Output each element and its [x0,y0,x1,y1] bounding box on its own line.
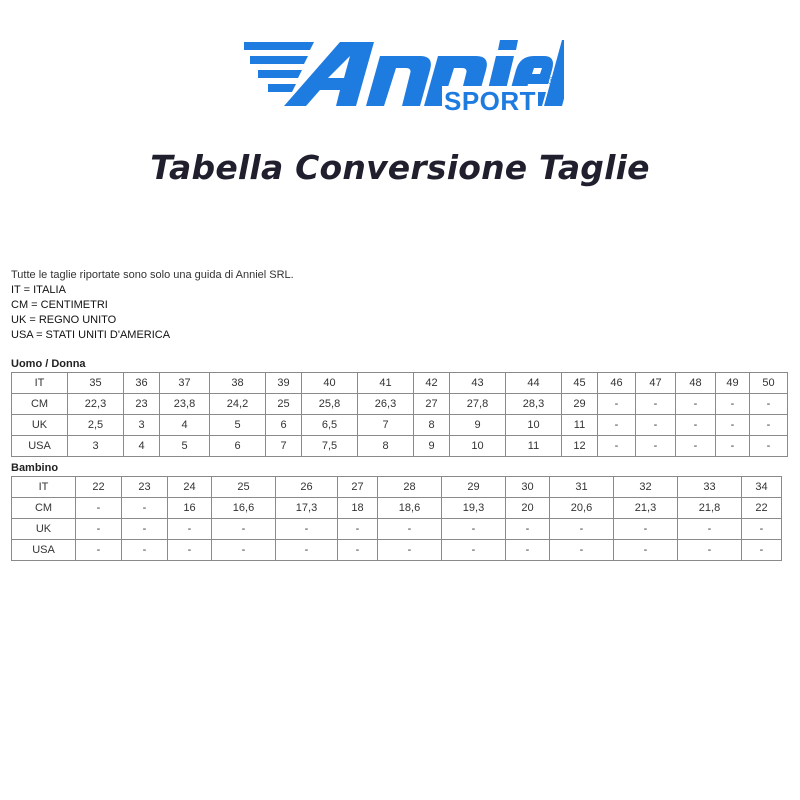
size-cell: 27 [338,477,378,498]
size-cell: 34 [742,477,782,498]
size-cell: 2,5 [68,415,124,436]
size-cell: - [506,540,550,561]
size-cell: 27 [414,394,450,415]
size-cell: 8 [414,415,450,436]
size-cell: - [122,519,168,540]
size-cell: - [598,394,636,415]
size-cell: 12 [562,436,598,457]
size-cell: - [716,415,750,436]
size-cell: 49 [716,373,750,394]
size-cell: 44 [506,373,562,394]
size-cell: 32 [614,477,678,498]
size-cell: 5 [210,415,266,436]
size-cell: 35 [68,373,124,394]
size-cell: 16 [168,498,212,519]
size-cell: 25 [212,477,276,498]
size-cell: - [676,394,716,415]
size-cell: - [212,540,276,561]
row-header-cell: IT [12,477,76,498]
row-header-cell: USA [12,540,76,561]
size-cell: 24 [168,477,212,498]
size-cell: 16,6 [212,498,276,519]
size-cell: - [750,394,788,415]
size-cell: 21,3 [614,498,678,519]
size-cell: - [442,540,506,561]
size-cell: 9 [414,436,450,457]
size-cell: - [636,415,676,436]
size-cell: 23 [124,394,160,415]
size-cell: 48 [676,373,716,394]
size-cell: - [212,519,276,540]
size-cell: - [122,540,168,561]
row-header-cell: CM [12,394,68,415]
size-cell: 26,3 [358,394,414,415]
size-cell: 6 [210,436,266,457]
table-row [12,394,788,415]
size-cell: 25,8 [302,394,358,415]
size-cell: 31 [550,477,614,498]
size-cell: - [506,519,550,540]
row-header-cell: USA [12,436,68,457]
size-cell: - [716,394,750,415]
size-cell: 18 [338,498,378,519]
size-cell: - [614,540,678,561]
logo-sport-text: SPORT [444,86,537,116]
size-cell: - [636,394,676,415]
size-cell: - [750,415,788,436]
size-cell: - [550,540,614,561]
size-cell: - [76,519,122,540]
size-cell: 43 [450,373,506,394]
size-cell: - [122,498,168,519]
size-cell: - [678,540,742,561]
size-cell: 4 [160,415,210,436]
legend-item: USA = STATI UNITI D'AMERICA [11,329,171,341]
size-cell: 3 [68,436,124,457]
size-cell: 11 [562,415,598,436]
legend-item: CM = CENTIMETRI [11,299,108,311]
size-cell: 7 [266,436,302,457]
size-cell: 33 [678,477,742,498]
logo-wing-stripe [268,84,296,92]
size-cell: 24,2 [210,394,266,415]
table-row [12,436,788,457]
size-cell: 6 [266,415,302,436]
size-cell: - [598,436,636,457]
size-cell: 30 [506,477,550,498]
size-cell: - [338,540,378,561]
size-cell: 29 [442,477,506,498]
intro-text [11,268,294,343]
adult-section-label: Uomo / Donna [11,358,86,370]
size-cell: 20,6 [550,498,614,519]
table-row [12,477,782,498]
size-cell: - [742,540,782,561]
size-cell: 38 [210,373,266,394]
size-cell: - [276,540,338,561]
size-cell: 27,8 [450,394,506,415]
size-cell: - [76,540,122,561]
logo-letter-i-dot [498,40,518,50]
size-cell: 21,8 [678,498,742,519]
size-cell: - [276,519,338,540]
size-cell: - [168,540,212,561]
kids-section-label: Bambino [11,462,59,474]
size-cell: - [636,436,676,457]
size-cell: 3 [124,415,160,436]
size-cell: 10 [506,415,562,436]
kids-size-table [11,476,782,561]
size-cell: 41 [358,373,414,394]
size-cell: 8 [358,436,414,457]
size-cell: 18,6 [378,498,442,519]
size-cell: 42 [414,373,450,394]
table-row [12,519,782,540]
size-cell: - [378,540,442,561]
size-cell: 22,3 [68,394,124,415]
row-header-cell: UK [12,519,76,540]
size-cell: 7,5 [302,436,358,457]
registered-mark: ® [548,76,557,88]
table-row [12,498,782,519]
table-row [12,540,782,561]
size-cell: 17,3 [276,498,338,519]
size-cell: - [678,519,742,540]
size-cell: - [716,436,750,457]
size-cell: 26 [276,477,338,498]
size-cell: - [442,519,506,540]
logo-wing-stripe [244,42,314,50]
size-cell: 22 [76,477,122,498]
table-row [12,373,788,394]
size-cell: 50 [750,373,788,394]
row-header-cell: CM [12,498,76,519]
legend-item: IT = ITALIA [11,284,66,296]
size-cell: 28 [378,477,442,498]
size-cell: - [742,519,782,540]
size-cell: 40 [302,373,358,394]
size-cell: - [168,519,212,540]
size-cell: 45 [562,373,598,394]
size-cell: - [550,519,614,540]
adult-size-table [11,372,788,457]
size-cell: 28,3 [506,394,562,415]
row-header-cell: UK [12,415,68,436]
size-cell: - [338,519,378,540]
size-cell: 6,5 [302,415,358,436]
size-cell: 4 [124,436,160,457]
size-cell: - [676,436,716,457]
size-cell: 9 [450,415,506,436]
logo-wing-stripe [258,70,302,78]
size-cell: 37 [160,373,210,394]
size-cell: 19,3 [442,498,506,519]
size-cell: - [598,415,636,436]
size-cell: - [614,519,678,540]
size-cell: 23,8 [160,394,210,415]
size-cell: 46 [598,373,636,394]
table-row [12,415,788,436]
size-cell: 23 [122,477,168,498]
logo-wing-stripe [250,56,308,64]
size-cell: 11 [506,436,562,457]
size-cell: - [378,519,442,540]
size-cell: 47 [636,373,676,394]
logo-letter-n [366,56,431,106]
row-header-cell: IT [12,373,68,394]
page-title: Tabella Conversione Taglie [150,148,650,187]
size-cell: 29 [562,394,598,415]
size-cell: - [750,436,788,457]
size-cell: 25 [266,394,302,415]
size-cell: 7 [358,415,414,436]
size-cell: - [76,498,122,519]
size-cell: 5 [160,436,210,457]
size-cell: - [676,415,716,436]
size-cell: 10 [450,436,506,457]
size-cell: 20 [506,498,550,519]
size-cell: 36 [124,373,160,394]
legend-item: UK = REGNO UNITO [11,314,117,326]
disclaimer-text: Tutte le taglie riportate sono solo una guida di Anniel SRL. [11,269,294,281]
size-cell: 22 [742,498,782,519]
size-cell: 39 [266,373,302,394]
anniel-sport-logo [244,20,564,120]
